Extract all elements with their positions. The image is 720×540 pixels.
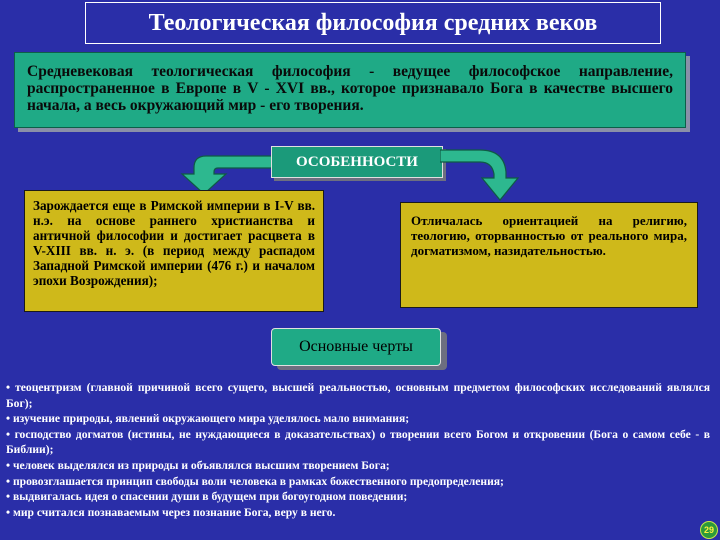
features-label: ОСОБЕННОСТИ xyxy=(271,146,443,178)
slide-title: Теологическая философия средних веков xyxy=(85,2,661,44)
curved-arrow-down-right-icon xyxy=(440,146,524,202)
page-number-badge: 29 xyxy=(700,521,718,539)
list-item: • выдвигалась идея о спасении души в будущем при богоугодном поведении; xyxy=(6,490,408,504)
feature-origin-box: Зарождается еще в Римской империи в I-V вв. н.э. на основе раннего христианства и античной философии и достигает расцвета в V-XIII вв. н. э. (в период между распадом Западной Римской империи (476 г.) и началом эпохи Возрождения); xyxy=(24,190,324,312)
main-traits-label: Основные черты xyxy=(271,328,441,366)
intro-definition: Средневековая теологическая философия - ведущее философское направление, распространенное в Европе в V - XVI вв., которое признавало Бога в качестве высшего начала, а весь окружающий мир - его творения. xyxy=(14,52,686,128)
list-item: • теоцентризм (главной причиной всего сущего, высшей реальностью, основным предметом философских исследований являлся Бог); xyxy=(6,381,710,410)
traits-list xyxy=(6,380,710,520)
list-item: • человек выделялся из природы и объявлялся высшим творением Бога; xyxy=(6,458,390,472)
list-item: • мир считался познаваемым через познание Бога, веру в него. xyxy=(6,505,336,519)
list-item: • провозглашается принцип свободы воли человека в рамках божественного предопределения; xyxy=(6,474,504,488)
list-item: • господство догматов (истины, не нуждающиеся в доказательствах) о творении всего Богом и откровении (Бога о самом себе - в Библии); xyxy=(6,427,710,457)
list-item: • изучение природы, явлений окружающего мира уделялось мало внимания; xyxy=(6,412,410,426)
feature-orientation-box: Отличалась ориентацией на религию, теологию, оторванностью от реального мира, догматизмом, назидательностью. xyxy=(400,202,698,308)
